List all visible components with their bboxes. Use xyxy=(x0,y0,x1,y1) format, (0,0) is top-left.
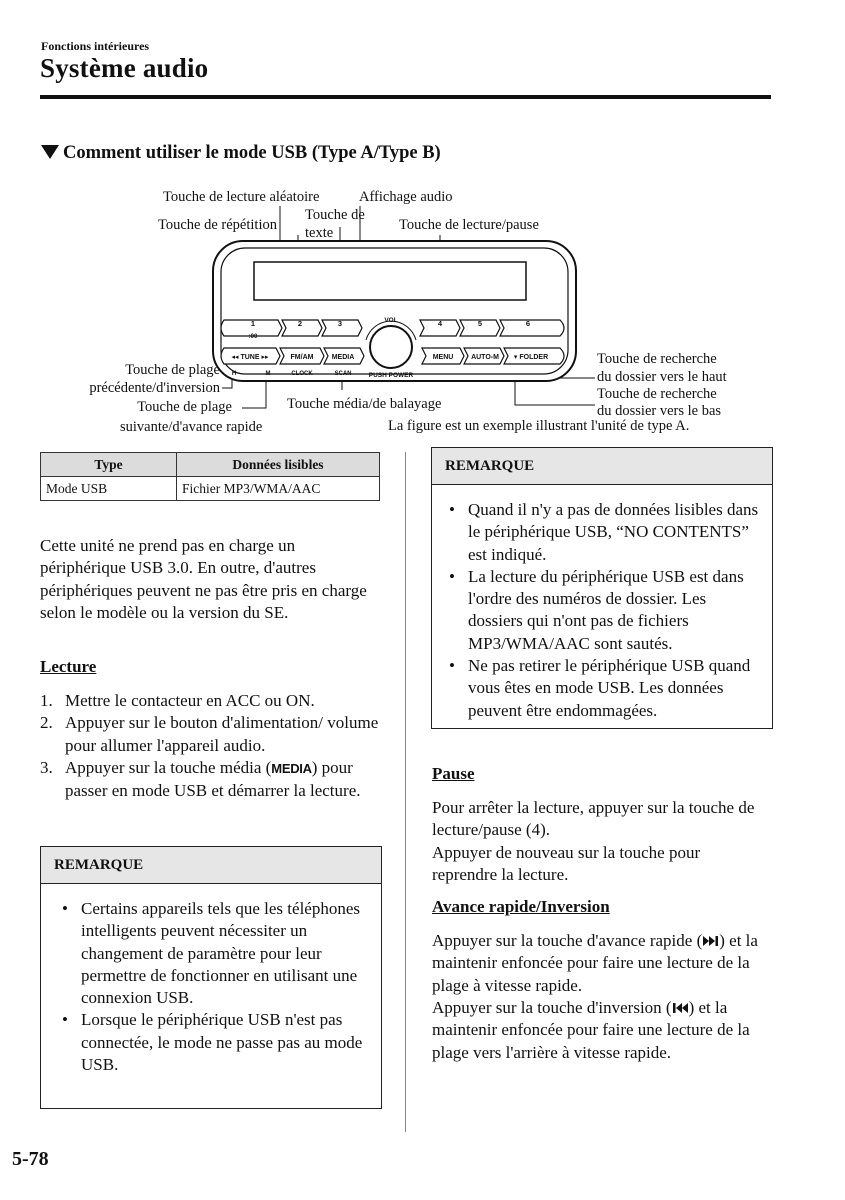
callout-text-1: Touche de xyxy=(305,207,365,223)
minute-label: M xyxy=(265,371,271,377)
preset-label-6: 6 xyxy=(525,319,531,328)
menu-label: MENU xyxy=(432,354,454,361)
list-item: • La lecture du périphérique USB est dans l'ordre des numéros de dossier. Les dossiers qui n'ont pas de fichiers MP3/WMA/AAC sont sautés. xyxy=(449,566,744,653)
readable-data-table xyxy=(40,452,380,501)
callout-repeat: Touche de répétition xyxy=(158,217,277,233)
column-divider xyxy=(405,452,406,1132)
fast-forward-icon xyxy=(702,935,719,947)
rewind-icon xyxy=(672,1002,689,1014)
callout-random: Touche de lecture aléatoire xyxy=(163,189,320,205)
preset-label-3: 3 xyxy=(337,319,343,328)
pause-text-2: Appuyer de nouveau sur la touche pour reprendre la lecture. xyxy=(432,843,701,885)
playback-heading: Lecture xyxy=(40,657,97,676)
preset-label-5: 5 xyxy=(477,319,483,328)
list-item: • Certains appareils tels que les téléphones intelligents peuvent nécessiter un changement de paramètre pour leur permettre de fonctionner en utilisant une connexion USB. xyxy=(62,899,360,1008)
note-box-left xyxy=(40,846,382,1109)
callout-folder-down-2: du dossier vers le bas xyxy=(597,403,722,419)
list-item: 2. Appuyer sur le bouton d'alimentation/ volume pour allumer l'appareil audio. xyxy=(40,713,379,755)
note-heading: REMARQUE xyxy=(432,448,772,485)
callout-prev-1: Touche de plage xyxy=(125,362,220,378)
callout-next-1: Touche de plage xyxy=(137,399,232,415)
table-header-row xyxy=(41,453,380,477)
callout-play-pause: Touche de lecture/pause xyxy=(399,217,539,233)
table-header-type: Type xyxy=(41,453,177,477)
diagram-caption: La figure est un exemple illustrant l'unité de type A. xyxy=(388,418,690,434)
preset-label-2: 2 xyxy=(297,319,303,328)
fast-forward-text: Appuyer sur la touche d'avance rapide ( ) et la maintenir enfoncée pour faire une lecture de la plage à vitesse rapide. xyxy=(432,931,758,995)
preset-1-sub: :00 xyxy=(248,334,258,340)
auto-m-label: AUTO-M xyxy=(471,354,499,361)
media-label: MEDIA xyxy=(331,354,355,361)
table-header-data: Données lisibles xyxy=(177,453,380,477)
note-heading: REMARQUE xyxy=(41,847,381,884)
rewind-text: Appuyer sur la touche d'inversion ( ) et la maintenir enfoncée pour faire une lecture de la plage vers l'arrière à vitesse rapide. xyxy=(432,998,750,1062)
usb-intro-text: Cette unité ne prend pas en charge un périphérique USB 3.0. En outre, d'autres périphériques peuvent ne pas être pris en charge selon le modèle ou la version du SE. xyxy=(40,536,367,622)
note-list xyxy=(41,884,381,1076)
scan-label: SCAN xyxy=(334,371,352,377)
list-item: 1. Mettre le contacteur en ACC ou ON. xyxy=(40,691,315,710)
callout-next-2: suivante/d'avance rapide xyxy=(120,419,263,435)
pause-text-1: Pour arrêter la lecture, appuyer sur la touche de lecture/pause (4). xyxy=(432,798,755,840)
preset-label-1: 1 xyxy=(250,319,256,328)
media-button-label: MEDIA xyxy=(271,760,312,776)
list-item: • Quand il n'y a pas de données lisibles dans le périphérique USB, “NO CONTENTS” est indiqué. xyxy=(449,500,759,564)
audio-display xyxy=(254,262,526,300)
hour-label: H xyxy=(231,371,237,377)
callout-folder-up-2: du dossier vers le haut xyxy=(597,369,727,385)
preset-button-6 xyxy=(500,320,564,336)
volume-knob xyxy=(370,326,412,368)
section-label: Fonctions intérieures xyxy=(41,39,150,53)
list-item: • Ne pas retirer le périphérique USB quand vous êtes en mode USB. Les données peuvent être endommagées. xyxy=(449,656,751,720)
tune-label: ◂◂ TUNE ▸▸ xyxy=(231,354,269,361)
fast-forward-heading: Avance rapide/Inversion xyxy=(432,897,610,916)
clock-label: CLOCK xyxy=(291,371,313,377)
list-item: 3. Appuyer sur la touche média (MEDIA) pour passer en mode USB et démarrer la lecture. xyxy=(40,757,361,801)
section-heading xyxy=(41,143,441,164)
triangle-marker-icon xyxy=(41,145,59,159)
callout-display: Affichage audio xyxy=(359,189,453,205)
title-rule xyxy=(40,95,771,99)
audio-unit-diagram xyxy=(0,180,845,440)
preset-label-4: 4 xyxy=(437,319,443,328)
callout-folder-up-1: Touche de recherche xyxy=(597,351,717,367)
callout-text-2: texte xyxy=(305,225,334,241)
table-cell-data: Fichier MP3/WMA/AAC xyxy=(177,477,380,501)
list-item: • Lorsque le périphérique USB n'est pas connectée, le mode ne passe pas au mode USB. xyxy=(62,1010,363,1075)
page-title: Système audio xyxy=(40,53,209,83)
pause-heading: Pause xyxy=(432,764,475,783)
table-row xyxy=(41,477,380,501)
playback-steps xyxy=(40,690,380,802)
table-cell-type: Mode USB xyxy=(41,477,177,501)
note-box-right xyxy=(431,447,773,729)
fm-am-label: FM/AM xyxy=(290,354,314,361)
vol-label: VOL xyxy=(384,317,398,324)
note-list xyxy=(432,485,772,722)
folder-label: ▾ FOLDER xyxy=(513,354,549,361)
section-heading-text: Comment utiliser le mode USB (Type A/Type B) xyxy=(63,143,441,163)
push-power-label: PUSH POWER xyxy=(368,372,414,379)
callout-prev-2: précédente/d'inversion xyxy=(89,380,220,396)
callout-media-scan: Touche média/de balayage xyxy=(287,396,442,412)
page-number: 5-78 xyxy=(12,1148,49,1170)
callout-folder-down-1: Touche de recherche xyxy=(597,386,717,402)
